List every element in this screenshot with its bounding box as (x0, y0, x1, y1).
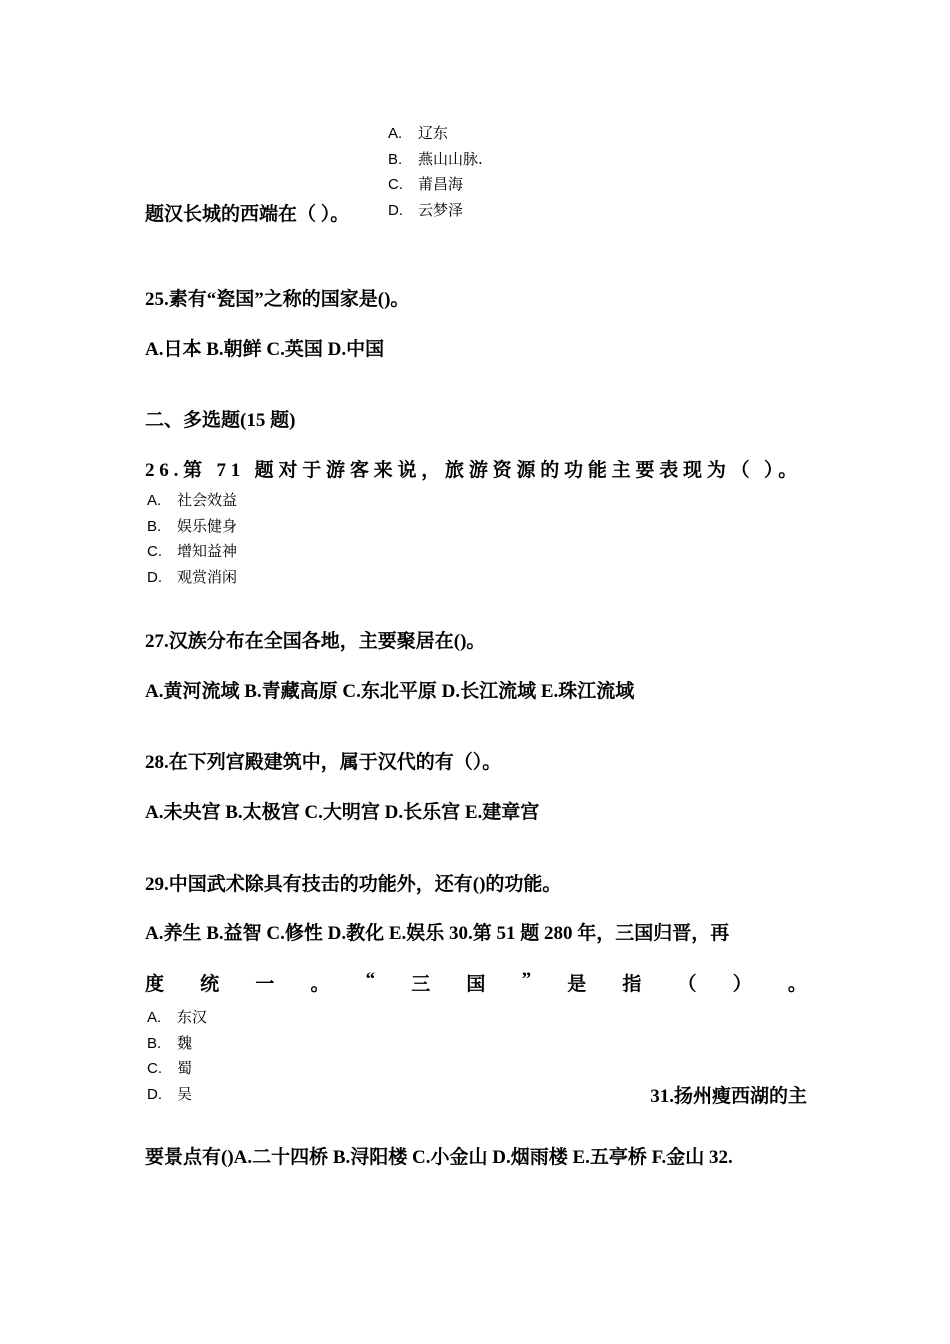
q26-option-d: D. 观赏消闲 (147, 567, 238, 586)
q24-option-b: B. 燕山山脉. (388, 149, 483, 168)
q30-option-d: D. 吴 (147, 1084, 193, 1103)
q24-option-a: A. 辽东 (388, 124, 449, 142)
q27-options: A.黄河流域 B.青藏高原 C.东北平原 D.长江流域 E.珠江流域 (145, 681, 635, 702)
q25-question: 25.素有“瓷国”之称的国家是()。 (145, 289, 410, 310)
q28-options: A.未央宫 B.太极宫 C.大明宫 D.长乐宫 E.建章宫 (145, 802, 540, 823)
q28-question: 28.在下列宫殿建筑中，属于汉代的有（）。 (145, 752, 502, 773)
q30-options (147, 1005, 207, 1107)
q30-option-c: C. 蜀 (147, 1059, 193, 1077)
q30-question-continuation: 度 统 一 。 “ 三 国 ” 是 指 （ ） 。 (145, 969, 807, 995)
q29-options: A.养生 B.益智 C.修性 D.教化 E.娱乐 30.第 51 题 280 年，三国归晋，再 (145, 923, 730, 944)
q29-question: 29.中国武术除具有技击的功能外，还有()的功能。 (145, 874, 562, 895)
q26-question: 26.第 71 题对于游客来说，旅游资源的功能主要表现为（ ）。 (145, 460, 803, 481)
section-heading: 二、多选题(15 题) (145, 410, 296, 431)
q30-option-b: B. 魏 (147, 1033, 193, 1052)
q31-question-start: 31.扬州瘦西湖的主 (650, 1086, 807, 1107)
q26-option-c: C. 增知益神 (147, 542, 238, 560)
q24-question: 题汉长城的西端在（ ）。 (145, 204, 350, 225)
q31-question-continuation: 要景点有()A.二十四桥 B.浔阳楼 C.小金山 D.烟雨楼 E.五亭桥 F.金山 32. (145, 1147, 733, 1168)
q26-option-b: B. 娱乐健身 (147, 516, 238, 535)
q24-option-d: D. 云梦泽 (388, 200, 464, 219)
q25-options: A.日本 B.朝鲜 C.英国 D.中国 (145, 339, 385, 360)
q24-options (388, 121, 483, 223)
q24-option-c: C. 莆昌海 (388, 175, 464, 193)
q27-question: 27.汉族分布在全国各地，主要聚居在()。 (145, 631, 486, 652)
q26-options (147, 488, 237, 590)
q26-option-a: A. 社会效益 (147, 491, 238, 509)
q30-option-a: A. 东汉 (147, 1008, 208, 1026)
